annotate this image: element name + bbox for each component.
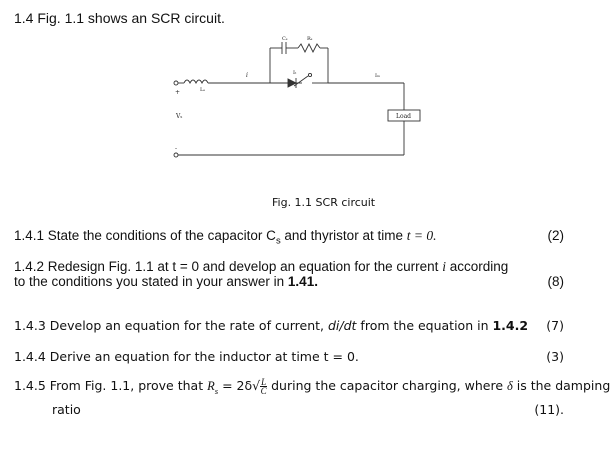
rs-label: Rₛ [307,36,313,42]
marks-1-4-2: (8) [547,274,564,289]
plus-sign: + [175,89,181,96]
marks-1-4-4: (3) [546,349,564,364]
question-1-4-3: 1.4.3 Develop an equation for the rate of current, di/dt from the equation in 1.4.2 [14,318,529,333]
figure-caption: Fig. 1.1 SCR circuit [272,196,376,209]
cs-label: Cₛ [282,36,288,42]
it-label: Iₜ [293,70,297,76]
question-1-4-2-line2: to the conditions you stated in your answer in 1.41. [14,274,318,289]
marks-1-4-5: (11). [534,402,564,417]
vs-label: Vₛ [176,113,183,120]
question-1-4-4: 1.4.4 Derive an equation for the inductor at time t = 0. [14,349,359,364]
im-label: Iₘ [375,73,381,79]
minus-sign: - [175,145,178,152]
i-label: i [246,72,248,79]
question-1-4-2-line1: 1.4.2 Redesign Fig. 1.1 at t = 0 and develop an equation for the current i according [14,259,509,274]
question-1-4-5-line1: 1.4.5 From Fig. 1.1, prove that $R_s = 2\delta√$ $\frac{L}{C}$ during the capacitor charging, where δ is the damping [14,377,610,396]
inductor-symbol [184,80,208,83]
question-1-4-1: 1.4.1 State the conditions of the capacitor $C_s$ and thyristor at time t = 0. [14,228,437,247]
marks-1-4-1: (2) [547,228,564,243]
load-label: Load [396,113,412,120]
marks-1-4-3: (7) [546,318,564,333]
question-1-4-5-line2: ratio [52,402,81,417]
ls-label: Lₛ [200,87,206,93]
resistor-symbol [298,44,320,52]
scr-circuit-diagram [160,36,420,166]
question-title: 1.4 Fig. 1.1 shows an SCR circuit. [14,10,225,26]
l-over-c-fraction: $\frac{L}{C}$ [260,377,267,396]
